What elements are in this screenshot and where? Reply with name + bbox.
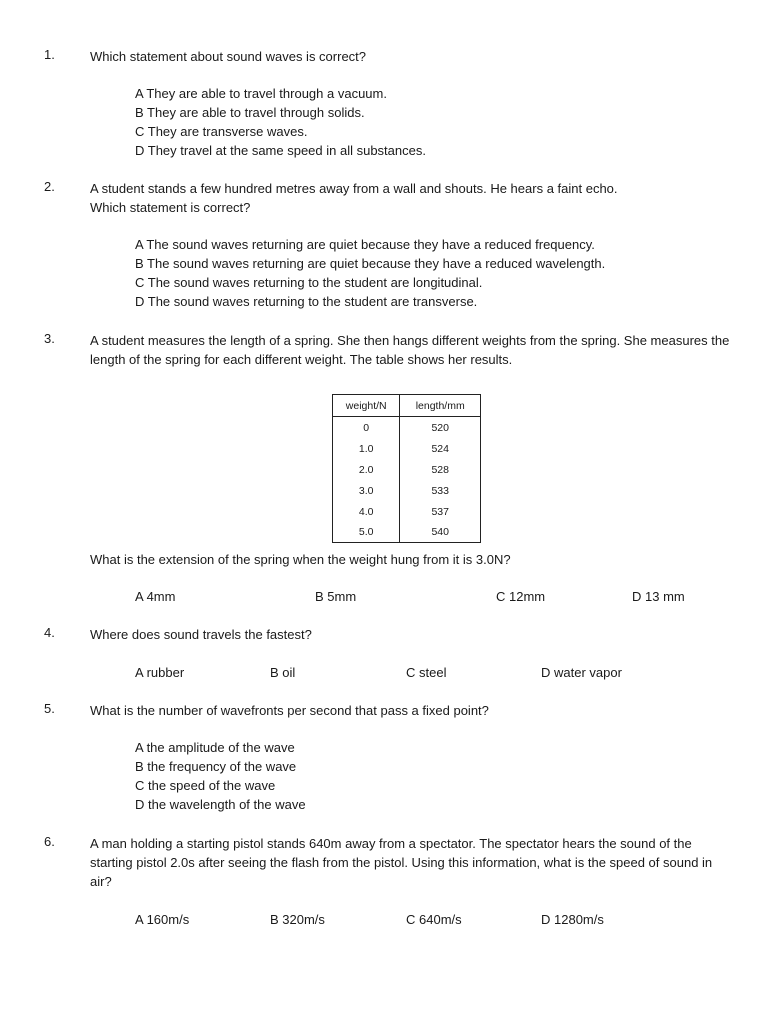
question-text — [90, 179, 730, 217]
question-text: What is the number of wavefronts per second that pass a fixed point? — [90, 703, 489, 718]
table-cell: 533 — [400, 480, 481, 501]
table-row — [333, 480, 481, 501]
answer-option: A rubber — [135, 665, 185, 680]
answer-option: D They travel at the same speed in all substances. — [135, 143, 426, 158]
table-cell: 528 — [400, 459, 481, 480]
table-cell: 540 — [400, 522, 481, 543]
answer-option: C steel — [406, 665, 447, 680]
table-cell: 520 — [400, 417, 481, 439]
question-number: 5. — [44, 701, 55, 716]
question-number: 3. — [44, 331, 55, 346]
table-row — [333, 438, 481, 459]
question-number: 1. — [44, 47, 55, 62]
answer-option: A the amplitude of the wave — [135, 740, 295, 755]
table-cell: 537 — [400, 501, 481, 522]
table-cell: 3.0 — [333, 480, 400, 501]
answer-option: B the frequency of the wave — [135, 759, 297, 774]
table-cell: 524 — [400, 438, 481, 459]
question-number: 4. — [44, 625, 55, 640]
answer-option: C the speed of the wave — [135, 778, 276, 793]
answer-option: D 1280m/s — [541, 912, 604, 927]
question-text: Where does sound travels the fastest? — [90, 627, 312, 642]
question-text: Which statement about sound waves is correct? — [90, 49, 367, 64]
table-cell: 1.0 — [333, 438, 400, 459]
question-followup: What is the extension of the spring when the weight hung from it is 3.0N? — [90, 552, 511, 567]
table-header-row — [333, 395, 481, 417]
answer-option: A The sound waves returning are quiet because they have a reduced frequency. — [135, 237, 595, 252]
table-cell: 4.0 — [333, 501, 400, 522]
answer-options — [135, 84, 426, 160]
answer-option: C 12mm — [496, 589, 546, 604]
table-row — [333, 459, 481, 480]
answer-option: B They are able to travel through solids. — [135, 105, 365, 120]
answer-option: A They are able to travel through a vacuum. — [135, 86, 387, 101]
question-number: 2. — [44, 179, 55, 194]
table-row — [333, 522, 481, 543]
answer-option: B The sound waves returning are quiet because they have a reduced wavelength. — [135, 256, 606, 271]
column-header: weight/N — [333, 395, 400, 417]
column-header: length/mm — [400, 395, 481, 417]
question-number: 6. — [44, 834, 55, 849]
answer-option: D 13 mm — [632, 589, 685, 604]
answer-option: A 4mm — [135, 589, 176, 604]
answer-option: D water vapor — [541, 665, 622, 680]
answer-option: B oil — [270, 665, 296, 680]
question-text: A student measures the length of a spring. She then hangs different weights from the spring. She measures the length of the spring for each different weight. The table shows her results. — [90, 333, 730, 367]
question-text: A man holding a starting pistol stands 640m away from a spectator. The spectator hears the sound of the starting pistol 2.0s after seeing the flash from the pistol. Using this information, what is the speed of sound in air? — [90, 836, 713, 889]
answer-option: C 640m/s — [406, 912, 462, 927]
answer-option: C They are transverse waves. — [135, 124, 308, 139]
question-text-line: Which statement is correct? — [90, 200, 251, 215]
table-cell: 5.0 — [333, 522, 400, 543]
table-row — [333, 417, 481, 439]
answer-option: B 320m/s — [270, 912, 325, 927]
results-table — [332, 394, 481, 543]
answer-option: C The sound waves returning to the student are longitudinal. — [135, 275, 483, 290]
table-cell: 2.0 — [333, 459, 400, 480]
answer-options — [135, 738, 306, 814]
question-text-line: A student stands a few hundred metres away from a wall and shouts. He hears a faint echo. — [90, 181, 618, 196]
table-row — [333, 501, 481, 522]
answer-options — [135, 235, 605, 311]
table-cell: 0 — [333, 417, 400, 439]
answer-option: A 160m/s — [135, 912, 190, 927]
answer-option: B 5mm — [315, 589, 357, 604]
answer-option: D The sound waves returning to the student are transverse. — [135, 294, 478, 309]
answer-option: D the wavelength of the wave — [135, 797, 306, 812]
